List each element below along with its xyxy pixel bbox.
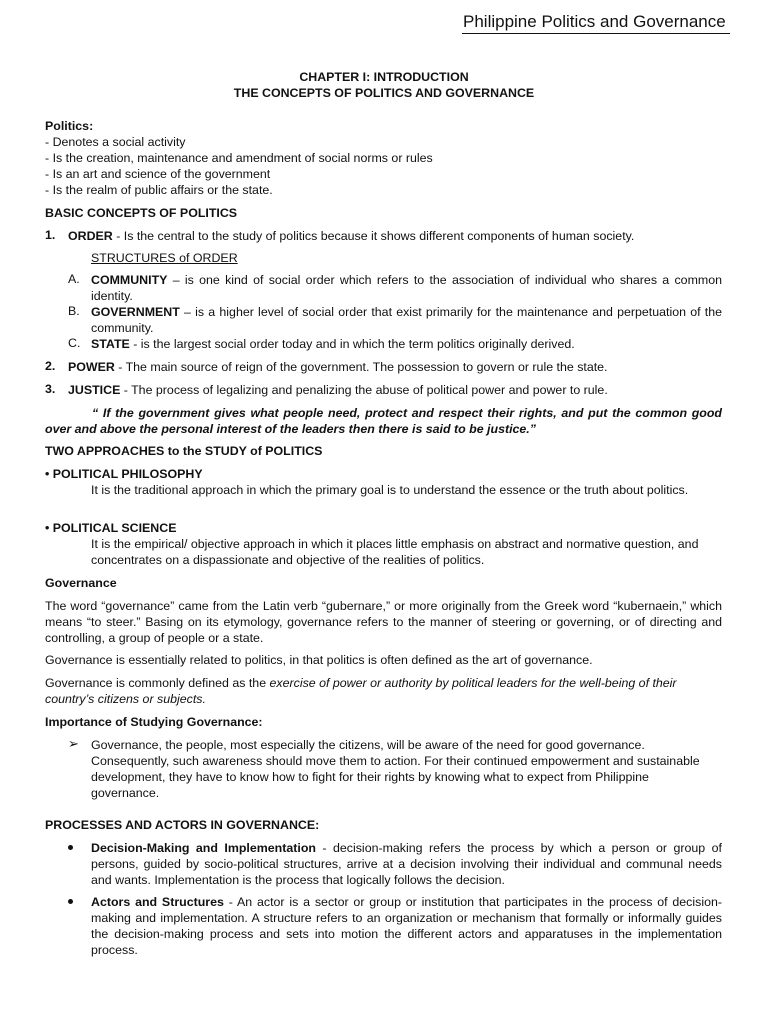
political-science-text: It is the empirical/ objective approach in which it places little emphasis on abstract and normative question, and concentrates on a dispassionate and objective of the realities of politics.: [91, 537, 699, 567]
politics-heading: Politics:: [45, 119, 94, 133]
structure-text: – is a higher level of social order that exist primarily for the maintenance and perpetuation of the community.: [91, 305, 722, 335]
structure-term: GOVERNMENT: [91, 305, 180, 319]
order-text: - Is the central to the study of politics because it shows different components of human society.: [112, 229, 635, 243]
structure-government: [91, 304, 722, 336]
process-item-decision-making: [91, 840, 722, 888]
structure-term: STATE: [91, 337, 130, 351]
governance-paragraph-2: Governance is essentially related to politics, in that politics is often defined as the art of governance.: [45, 653, 593, 667]
justice-text: - The process of legalizing and penalizing the abuse of political power and power to rule.: [120, 383, 608, 397]
justice-number: 3.: [45, 382, 56, 396]
politics-item: - Is the realm of public affairs or the state.: [45, 183, 273, 197]
structure-text: – is one kind of social order which refers to the association of individual who shares a common identity.: [91, 273, 722, 303]
order-number: 1.: [45, 228, 56, 242]
power-item: [68, 359, 722, 375]
running-header: Philippine Politics and Governance: [463, 12, 726, 31]
politics-item: - Is the creation, maintenance and amendment of social norms or rules: [45, 151, 433, 165]
political-philosophy-text: It is the traditional approach in which the primary goal is to understand the essence or the truth about politics.: [91, 483, 689, 497]
politics-item: - Is an art and science of the government: [45, 167, 271, 181]
structure-community: [91, 272, 722, 304]
justice-quote: “ If the government gives what people need, protect and respect their rights, and put the common good over and above the personal interest of the leaders then there is said to be justice.”: [45, 406, 722, 436]
order-term: ORDER: [68, 229, 113, 243]
structure-letter: A.: [68, 272, 80, 286]
approaches-heading: TWO APPROACHES to the STUDY of POLITICS: [45, 444, 323, 458]
power-text: - The main source of reign of the government. The possession to govern or rule the state.: [114, 360, 608, 374]
structure-state: [91, 336, 722, 352]
processes-heading: PROCESSES AND ACTORS IN GOVERNANCE:: [45, 818, 320, 832]
process-text: - decision-making refers the process by which a person or group of persons, guided by socio-political structures, arrive at a decision involving their individual and communal needs and wants. Implementation is the process that logically follows the decision.: [91, 841, 722, 887]
governance-definition-lead: Governance is commonly defined as the: [45, 676, 270, 690]
bullet-dot-icon: [68, 845, 73, 850]
governance-heading: Governance: [45, 576, 117, 590]
structures-heading: STRUCTURES of ORDER: [91, 251, 238, 265]
chapter-title: CHAPTER I: INTRODUCTION: [299, 70, 469, 84]
basic-concepts-heading: BASIC CONCEPTS OF POLITICS: [45, 206, 238, 220]
power-term: POWER: [68, 360, 115, 374]
header-underline: [462, 33, 730, 34]
politics-item: - Denotes a social activity: [45, 135, 186, 149]
structure-text: - is the largest social order today and in which the term politics originally derived.: [129, 337, 575, 351]
justice-term: JUSTICE: [68, 383, 121, 397]
chapter-subtitle: THE CONCEPTS OF POLITICS AND GOVERNANCE: [233, 86, 535, 100]
governance-paragraph-1: The word “governance” came from the Latin verb “gubernare,” or more originally from the Greek word “kubernaein,” which means “to steer.” Basing on its etymology, governance refers to the manner of steering or governing, or of directing and controlling, a group of people or a state.: [45, 599, 722, 645]
governance-definition: exercise of power or authority by political leaders for the well-being of their country’s citizens or subjects.: [45, 676, 677, 706]
political-philosophy-title: • POLITICAL PHILOSOPHY: [45, 467, 203, 481]
importance-text: Governance, the people, most especially the citizens, will be aware of the need for good governance. Consequently, such awareness should move them to action. For their continued empowerment and sustainable development, they have to know how to fight for their rights by knowing what to expect from Philippine governance.: [91, 738, 700, 800]
justice-item: [68, 382, 722, 398]
bullet-dot-icon: [68, 899, 73, 904]
process-term: Actors and Structures: [91, 895, 224, 909]
importance-heading: Importance of Studying Governance:: [45, 715, 263, 729]
order-item: [68, 228, 722, 244]
process-text: - An actor is a sector or group or institution that participates in the process of decision-making and implementation. A structure refers to an organization or mechanism that formally or informally guides the decision-making process and sets into motion the different actors and apparatuses in the implementation process.: [91, 895, 722, 957]
governance-paragraph-3: [45, 675, 722, 707]
process-item-actors-structures: [91, 894, 722, 958]
power-number: 2.: [45, 359, 56, 373]
political-science-title: • POLITICAL SCIENCE: [45, 521, 177, 535]
arrow-bullet-icon: ➢: [68, 736, 79, 751]
structure-letter: C.: [68, 336, 81, 350]
structure-letter: B.: [68, 304, 80, 318]
structure-term: COMMUNITY: [91, 273, 168, 287]
process-term: Decision-Making and Implementation: [91, 841, 316, 855]
